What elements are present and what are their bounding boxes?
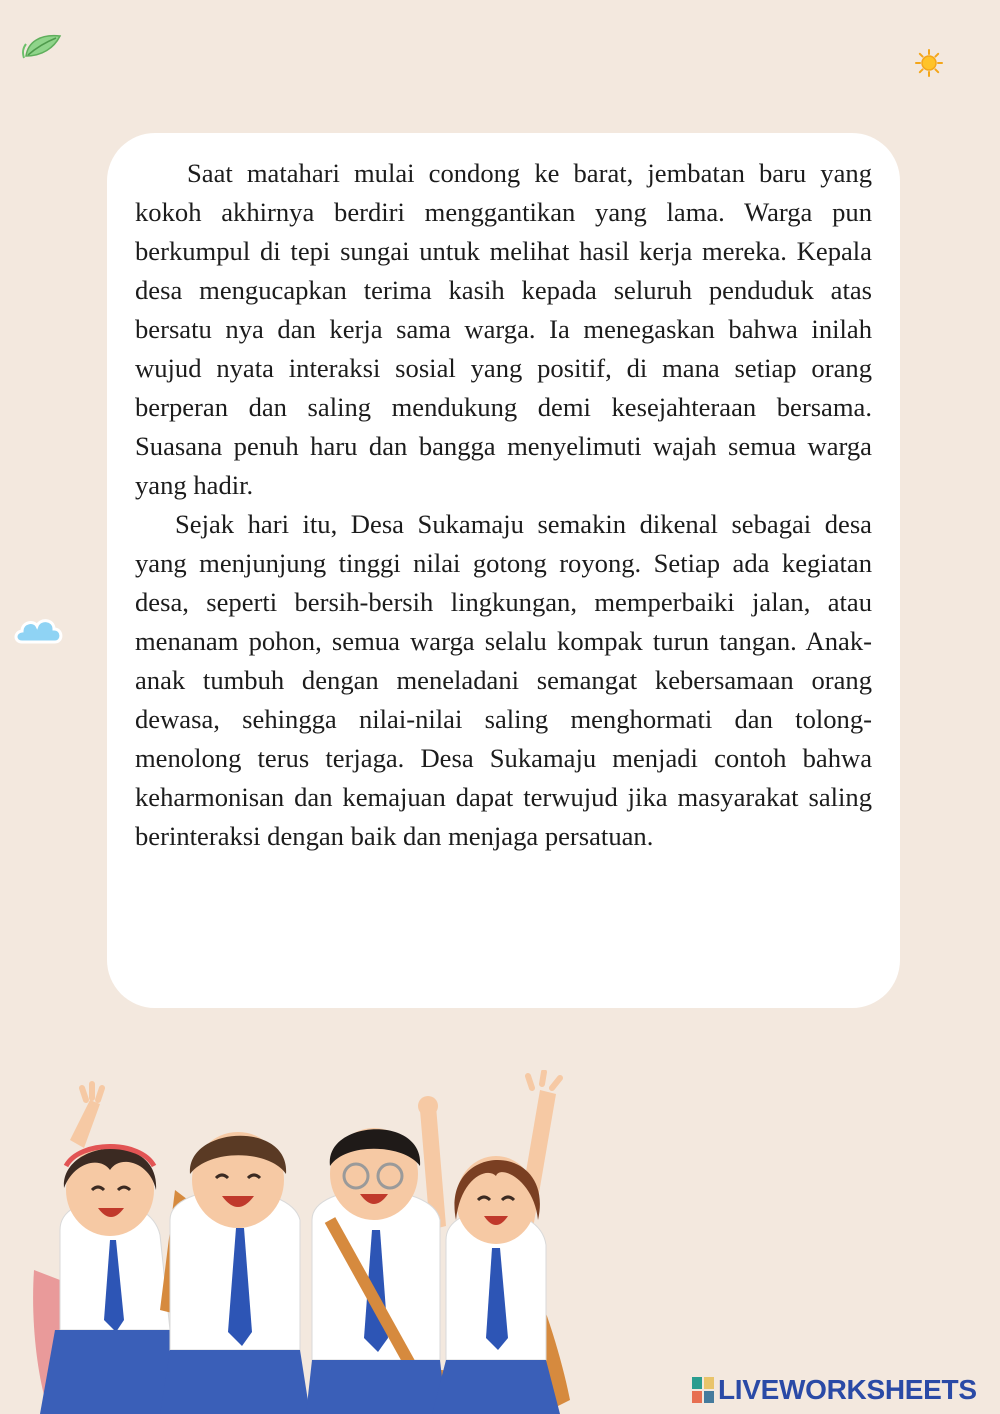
story-text (135, 154, 872, 856)
brand-label: LIVEWORKSHEETS (718, 1374, 977, 1405)
student-boy-middle-left (160, 1132, 310, 1414)
student-boy-glasses (306, 1096, 448, 1414)
story-paragraph-2: Sejak hari itu, Desa Sukamaju semakin dikenal sebagai desa yang menjunjung tinggi nilai gotong royong. Setiap ada kegiatan desa, seperti bersih-bersih lingkungan, memperbaiki jalan, atau menanam pohon, semua warga selalu kompak turun tangan. Anak-anak tumbuh dengan meneladani semangat kebersamaan orang dewasa, sehingga nilai-nilai saling menghormati dan tolong-menolong terus terjaga. Desa Sukamaju menjadi contoh bahwa keharmonisan dan kemajuan dapat terwujud jika masyarakat saling berinteraksi dengan baik dan menjaga persatuan. (135, 509, 872, 851)
liveworksheets-brand (692, 1372, 977, 1408)
leaf-icon (20, 28, 64, 62)
liveworksheets-logo-icon (692, 1377, 714, 1403)
story-paragraph-1: Saat matahari mulai condong ke barat, jembatan baru yang kokoh akhirnya berdiri menggantikan yang lama. Warga pun berkumpul di tepi sungai untuk melihat hasil kerja mereka. Kepala desa mengucapkan terima kasih kepada seluruh penduduk atas bersatu nya dan kerja sama warga. Ia menegaskan bahwa inilah wujud nyata interaksi sosial yang positif, di mana setiap orang berperan dan saling mendukung demi kesejahteraan bersama. Suasana penuh haru dan bangga menyelimuti wajah semua warga yang hadir. (135, 158, 872, 500)
cloud-icon (12, 610, 66, 650)
story-card (107, 133, 900, 1008)
sun-icon (914, 48, 944, 78)
student-girl-right (432, 1072, 570, 1414)
student-girl-left (33, 1084, 190, 1414)
students-illustration (0, 1070, 600, 1414)
